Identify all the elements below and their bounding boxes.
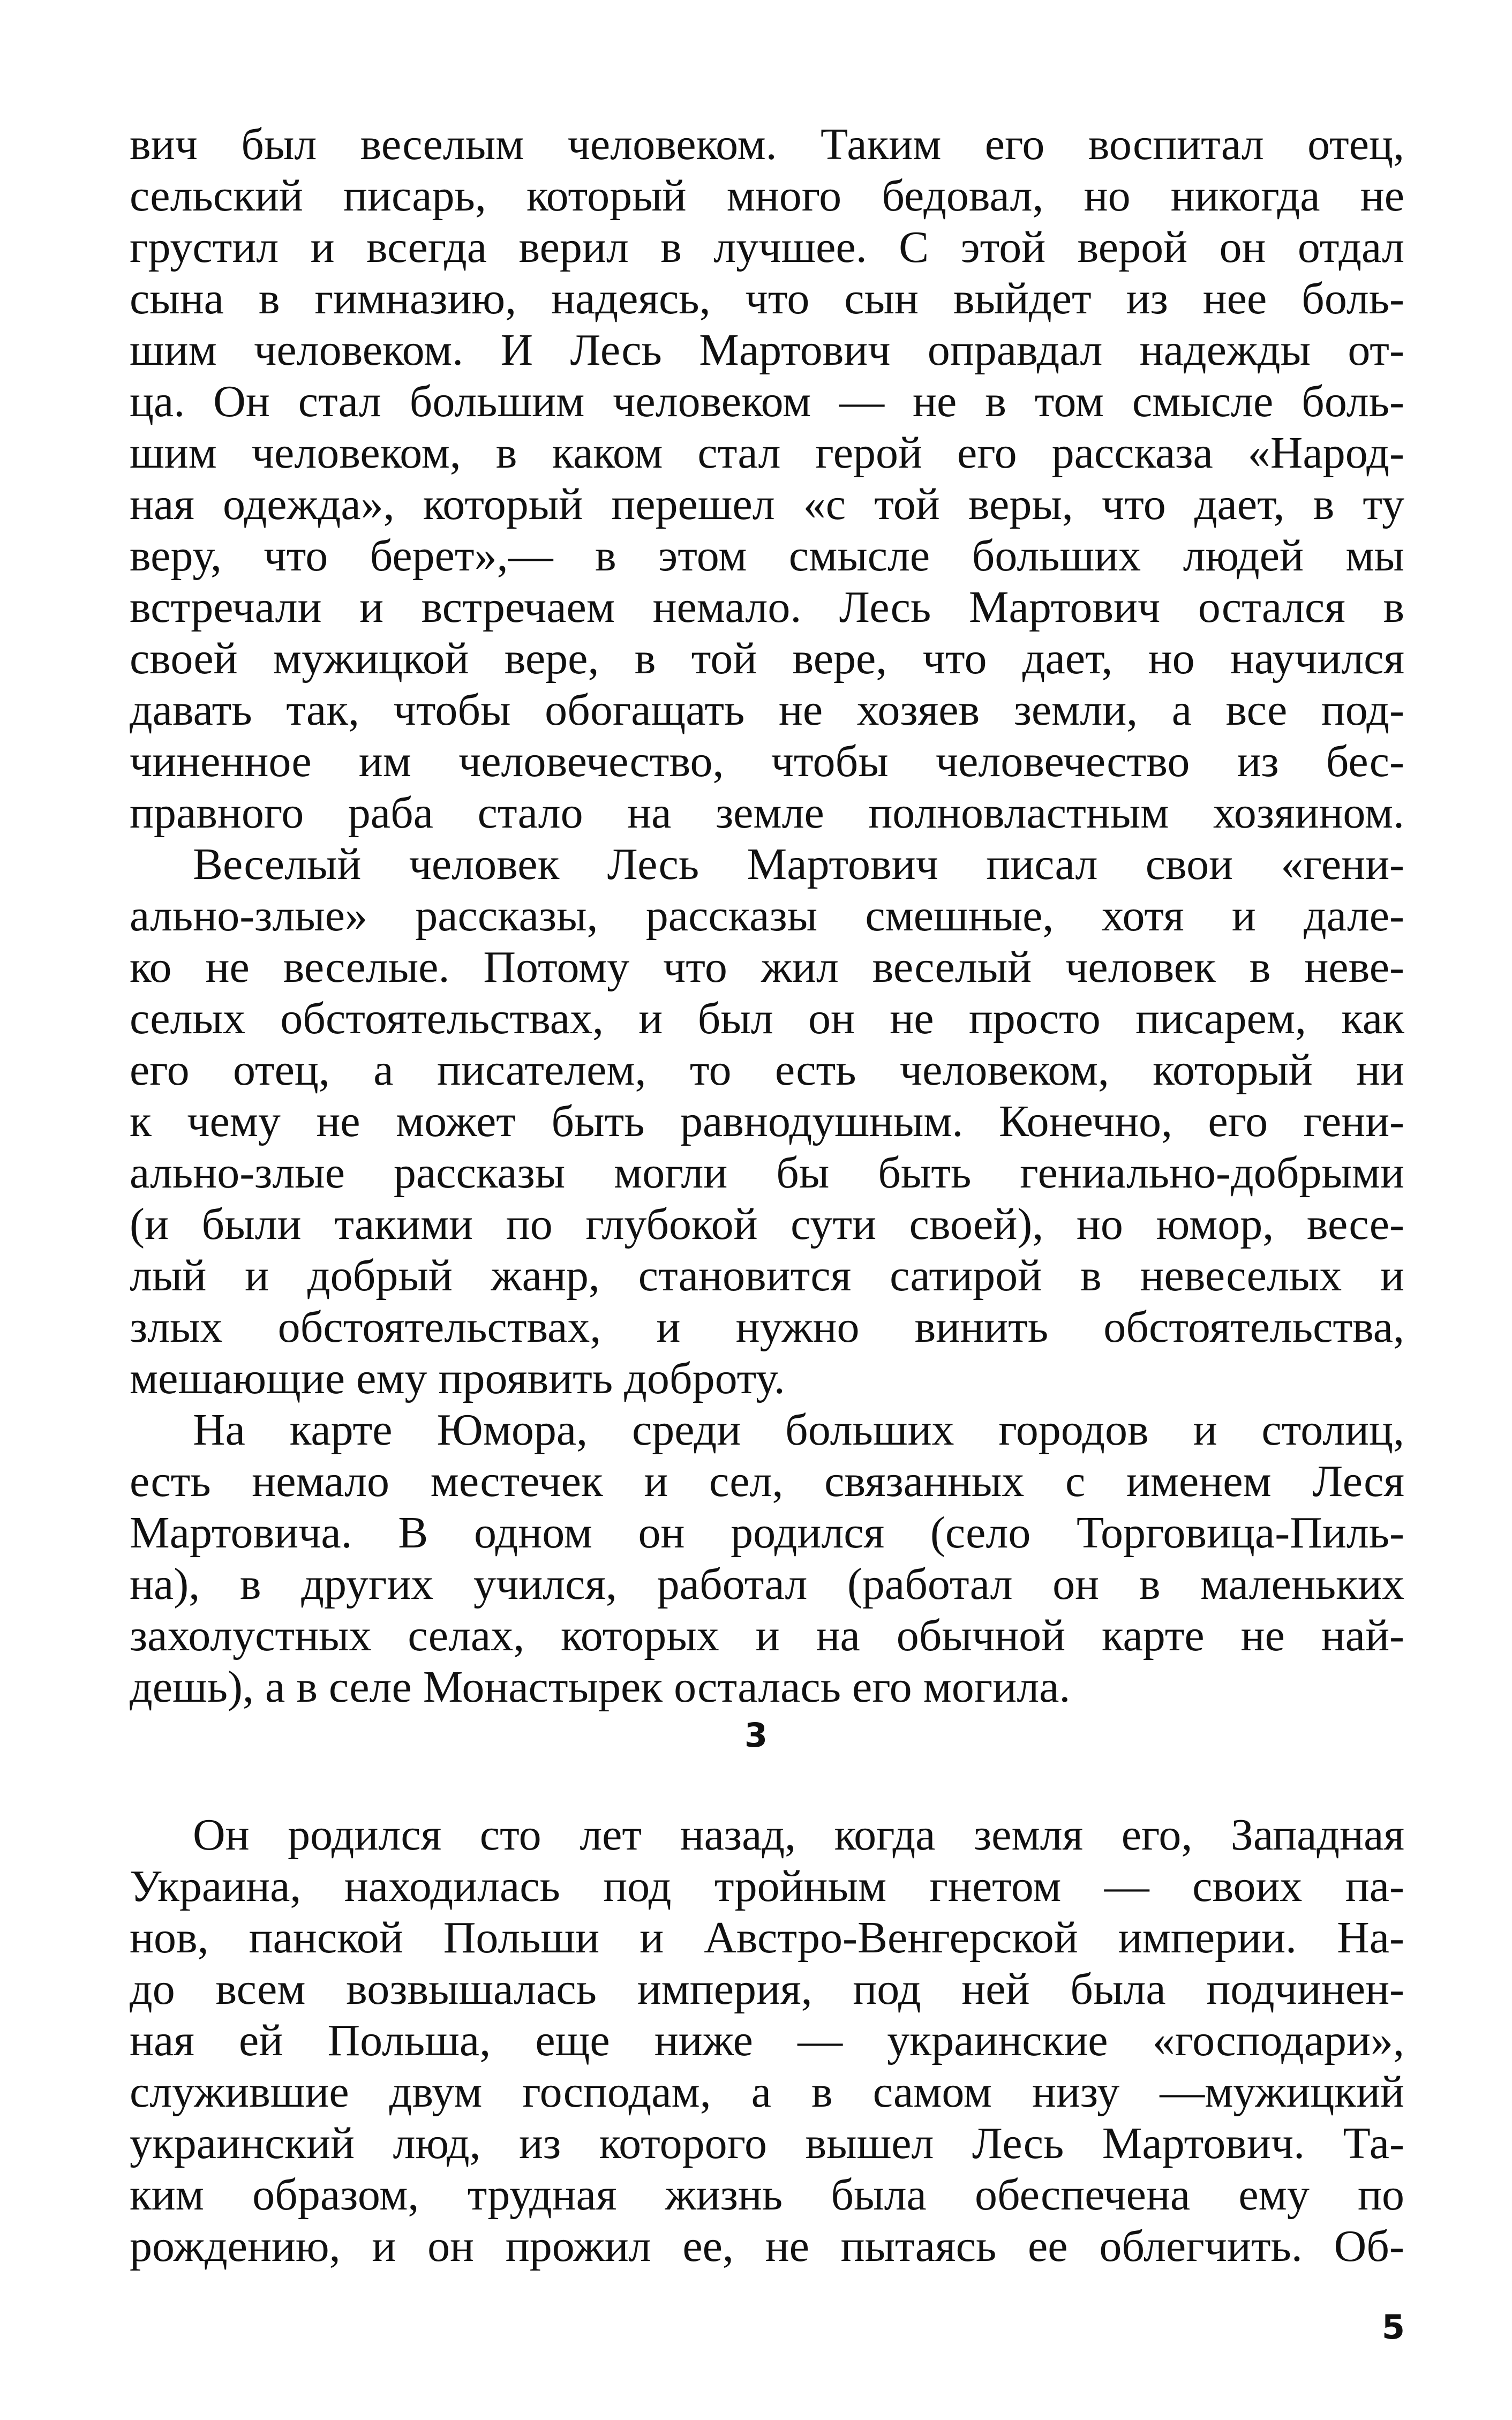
text-line: сына в гимназию, надеясь, что сын выйдет из нее боль- <box>130 274 1404 324</box>
text-line: ца. Он стал большим человеком — не в том смысле боль- <box>130 377 1404 426</box>
text-line: давать так, чтобы обогащать не хозяев земли, а все под- <box>130 685 1404 735</box>
text-line: на), в других учился, работал (работал он в маленьких <box>130 1559 1404 1609</box>
text-line: грустил и всегда верил в лучшее. С этой верой он отдал <box>130 222 1404 272</box>
text-block-lower <box>130 1809 1404 2272</box>
text-line: вич был веселым человеком. Таким его воспитал отец, <box>130 119 1404 169</box>
text-line: есть немало местечек и сел, связанных с именем Леся <box>130 1456 1404 1506</box>
text-line: селых обстоятельствах, и был он не просто писарем, как <box>130 994 1404 1043</box>
text-block-upper <box>130 119 1404 1713</box>
text-line: ная одежда», который перешел «с той веры, что дает, в ту <box>130 479 1404 529</box>
text-line: нов, панской Польши и Австро-Венгерской империи. На- <box>130 1913 1404 1963</box>
text-line: украинский люд, из которого вышел Лесь Мартович. Та- <box>130 2118 1404 2168</box>
text-line: (и были такими по глубокой сути своей), но юмор, весе- <box>130 1199 1404 1249</box>
text-line: ально-злые рассказы могли бы быть гениально-добрыми <box>130 1148 1404 1198</box>
text-line: шим человеком, в каком стал герой его рассказа «Народ- <box>130 428 1404 478</box>
text-line: Веселый человек Лесь Мартович писал свои «гени- <box>193 839 1404 889</box>
text-line: дешь), а в селе Монастырек осталась его могила. <box>130 1662 1071 1712</box>
text-line: На карте Юмора, среди больших городов и столиц, <box>193 1405 1404 1455</box>
text-line: Он родился сто лет назад, когда земля его, Западная <box>193 1810 1404 1860</box>
text-line: сельский писарь, который много бедовал, но никогда не <box>130 171 1404 221</box>
text-line: мешающие ему проявить доброту. <box>130 1354 785 1403</box>
text-line: своей мужицкой вере, в той вере, что дает, но научился <box>130 634 1404 683</box>
text-line: Украина, находилась под тройным гнетом — своих па- <box>130 1861 1404 1911</box>
text-line: его отец, а писателем, то есть человеком, который ни <box>130 1045 1404 1095</box>
section-number: 3 <box>744 1716 768 1755</box>
text-line: ким образом, трудная жизнь была обеспечена ему по <box>130 2170 1404 2220</box>
text-line: до всем возвышалась империя, под ней была подчинен- <box>130 1964 1404 2014</box>
text-line: рождению, и он прожил ее, не пытаясь ее облегчить. Об- <box>130 2221 1404 2271</box>
text-line: Мартовича. В одном он родился (село Торговица-Пиль- <box>130 1508 1404 1558</box>
text-line: ная ей Польша, еще ниже — украинские «господари», <box>130 2016 1404 2065</box>
text-line: шим человеком. И Лесь Мартович оправдал надежды от- <box>130 325 1404 375</box>
text-line: правного раба стало на земле полновластным хозяином. <box>130 788 1404 838</box>
page-number: 5 <box>1381 2308 1405 2347</box>
text-line: ально-злые» рассказы, рассказы смешные, хотя и дале- <box>130 891 1404 941</box>
text-line: веру, что берет»,— в этом смысле больших людей мы <box>130 531 1404 581</box>
text-line: ко не веселые. Потому что жил веселый человек в неве- <box>130 942 1404 992</box>
text-line: служившие двум господам, а в самом низу —мужицкий <box>130 2067 1404 2117</box>
text-line: захолустных селах, которых и на обычной карте не най- <box>130 1611 1404 1660</box>
text-line: лый и добрый жанр, становится сатирой в невеселых и <box>130 1251 1404 1301</box>
text-line: к чему не может быть равнодушным. Конечно, его гени- <box>130 1096 1404 1146</box>
text-line: злых обстоятельствах, и нужно винить обстоятельства, <box>130 1302 1404 1352</box>
text-line: чиненное им человечество, чтобы человечество из бес- <box>130 736 1404 786</box>
text-line: встречали и встречаем немало. Лесь Мартович остался в <box>130 582 1404 632</box>
